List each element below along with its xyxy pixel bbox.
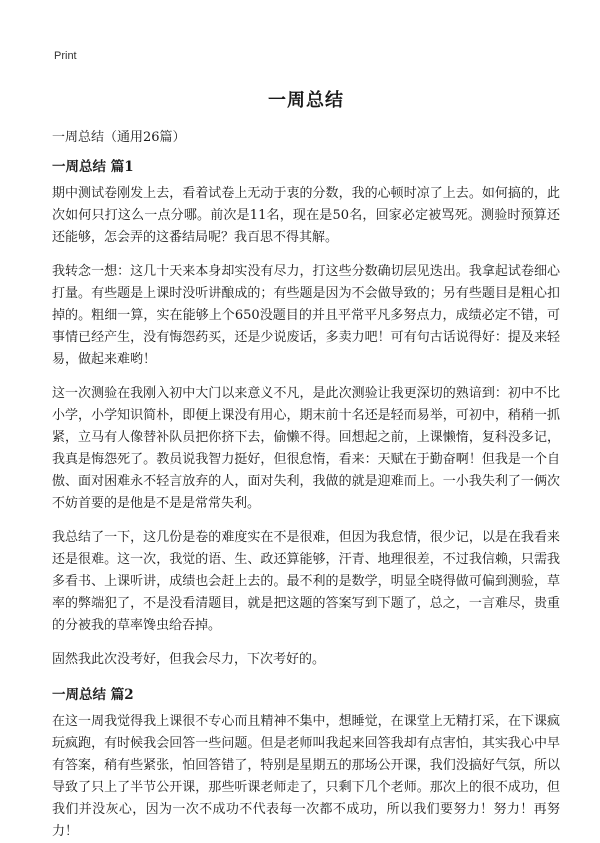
paragraph: 固然我此次没考好，但我会尽力，下次考好的。	[52, 652, 326, 667]
section-1	[52, 155, 560, 671]
paragraph: 我总结了一下，这几份是卷的难度实在不是很难，但因为我怠情，很少记，以是在我看来还是很难。这一次，我觉的语、生、政还算能够，汗青、地理很差，不过我信赖，只需我多看书、上课听讲，成绩也会赶上去的。最不利的是数学，明显全晓得做可偏到测验，草率的弊端犯了，不是没看清题目，就是把这题的答案写到下题了，总之，一言难尽，贵重的分被我的草率馋虫给吞掉。	[52, 530, 560, 633]
section-heading: 一周总结 篇2	[52, 687, 134, 703]
section-heading: 一周总结 篇1	[52, 159, 134, 175]
paragraph: 在这一周我觉得我上课很不专心而且精神不集中，想睡觉，在课堂上无精打采，在下课疯玩疯跑，有时候我会回答一些问题。但是老师叫我起来回答我却有点害怕，其实我心中早有答案，稍有些紧张，怕回答错了，特别是星期五的那场公开课，我们没搞好气氛，所以导致了只上了半节公开课，那些听课老师走了，只剩下几个老师。那次上的很不成功，但我们并没灰心，因为一次不成功不代表每一次都不成功，所以我们要努力！努力！再努力！	[52, 714, 560, 839]
section-2	[52, 683, 560, 843]
paragraph: 我转念一想：这几十天来本身却实没有尽力，打这些分数确切层见迭出。我拿起试卷细心打量。有些题是上课时没听讲酿成的；有些题是因为不会做导致的；另有些题目是粗心扣掉的。粗细一算，实在能够上个650没题目的并且平常平凡多努点力，成绩必定不错，可事情已经产生，没有悔怨药买，还是少说废话，多卖力吧！可有句古话说得好：提及来轻易，做起来难哟！	[52, 264, 560, 367]
document-subtitle: 一周总结（通用26篇）	[52, 130, 186, 145]
print-link[interactable]: Print	[54, 50, 77, 62]
paragraph: 期中测试卷刚发上去，看着试卷上无动于衷的分数，我的心顿时凉了上去。如何搞的，此次如何只打这么一点分哪。前次是11名，现在是50名，回家必定被骂死。测验时预算还还能够，怎会弄的这番结局呢？我百思不得其解。	[52, 186, 560, 245]
page-title: 一周总结	[268, 90, 344, 111]
paragraph: 这一次测验在我刚入初中大门以来意义不凡，是此次测验让我更深切的熟谙到：初中不比小学，小学知识简朴，即便上课没有用心，期末前十名还是轻而易举，可初中，稍稍一抓紧，立马有人像替补队员把你挤下去，偷懒不得。回想起之前，上课懒惰，复科没多记，我真是悔怨死了。教员说我智力挺好，但很怠惰，看来：天赋在于勤奋啊！但我是一个自傲、面对困难永不轻言放弃的人，面对失利，我做的就是迎难而上。一小我失利了一俩次不妨首要的是他是不是是常常失利。	[52, 386, 560, 511]
